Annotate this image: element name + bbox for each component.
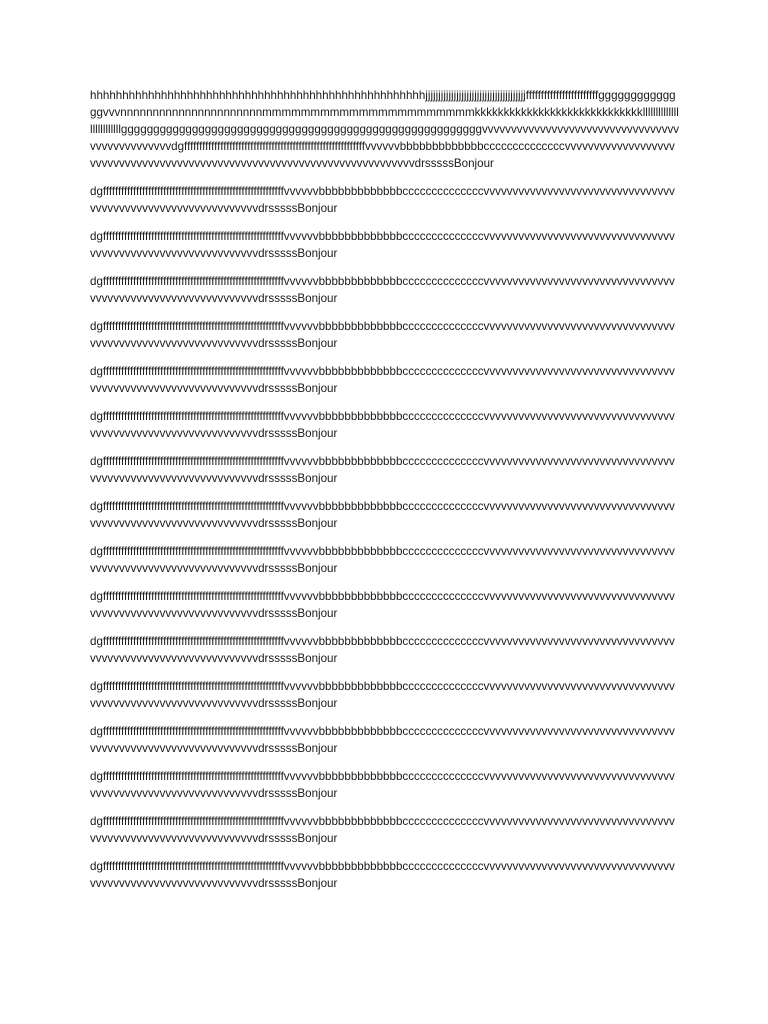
paragraph-13: dgffffffffffffffffffffffffffffffffffffffffffffffffffffffffffffvvvvvvbbbbbbbbbbbbbccccccccccccccvvvvvvvvvvvvvvvvvvvvvvvvvvvvvvvvvvvvvvvvvvvvvvvvvvvvvvvvvvvvvvdrsssssBonjour bbox=[90, 680, 675, 710]
paragraph-12: dgffffffffffffffffffffffffffffffffffffffffffffffffffffffffffffvvvvvvbbbbbbbbbbbbbccccccccccccccvvvvvvvvvvvvvvvvvvvvvvvvvvvvvvvvvvvvvvvvvvvvvvvvvvvvvvvvvvvvvvdrsssssBonjour bbox=[90, 635, 675, 665]
paragraph-16: dgffffffffffffffffffffffffffffffffffffffffffffffffffffffffffffvvvvvvbbbbbbbbbbbbbccccccccccccccvvvvvvvvvvvvvvvvvvvvvvvvvvvvvvvvvvvvvvvvvvvvvvvvvvvvvvvvvvvvvvdrsssssBonjour bbox=[90, 815, 675, 845]
paragraph-1: hhhhhhhhhhhhhhhhhhhhhhhhhhhhhhhhhhhhhhhhhhhhhhhhhhhhjjjjjjjjjjjjjjjjjjjjjjjjjjjjjjjjjjjjjjjffffffffffffffffffffffffggggggggggggggvvvnnnnnnnnnnnnnnnnnnnnnnmmmmmmmmmmmmmmmmmmmmmmkkkkkkkkkkkkkkkkkkkkkkkkkkkkkllllllllllllllllllllllllllggggggggggggggggggggggggggggggggggggggggggggggggggggggggvvvvvvvvvvvvvvvvvvvvvvvvvvvvvvvvvvvvvvvvvvvvvvvvdgffffffffffffffffffffffffffffffffffffffffffffffffffffffffffffvvvvvvbbbbbbbbbbbbbccccccccccccccvvvvvvvvvvvvvvvvvvvvvvvvvvvvvvvvvvvvvvvvvvvvvvvvvvvvvvvvvvvvvvvvvvvvvvvvvvvdrsssssBonjour bbox=[90, 89, 680, 170]
paragraph-17: dgffffffffffffffffffffffffffffffffffffffffffffffffffffffffffffvvvvvvbbbbbbbbbbbbbccccccccccccccvvvvvvvvvvvvvvvvvvvvvvvvvvvvvvvvvvvvvvvvvvvvvvvvvvvvvvvvvvvvvvdrsssssBonjour bbox=[90, 860, 675, 890]
paragraph-14: dgffffffffffffffffffffffffffffffffffffffffffffffffffffffffffffvvvvvvbbbbbbbbbbbbbccccccccccccccvvvvvvvvvvvvvvvvvvvvvvvvvvvvvvvvvvvvvvvvvvvvvvvvvvvvvvvvvvvvvvdrsssssBonjour bbox=[90, 725, 675, 755]
paragraph-7: dgffffffffffffffffffffffffffffffffffffffffffffffffffffffffffffvvvvvvbbbbbbbbbbbbbccccccccccccccvvvvvvvvvvvvvvvvvvvvvvvvvvvvvvvvvvvvvvvvvvvvvvvvvvvvvvvvvvvvvvdrsssssBonjour bbox=[90, 410, 675, 440]
paragraph-8: dgffffffffffffffffffffffffffffffffffffffffffffffffffffffffffffvvvvvvbbbbbbbbbbbbbccccccccccccccvvvvvvvvvvvvvvvvvvvvvvvvvvvvvvvvvvvvvvvvvvvvvvvvvvvvvvvvvvvvvvdrsssssBonjour bbox=[90, 455, 675, 485]
document-page bbox=[90, 87, 680, 903]
paragraph-10: dgffffffffffffffffffffffffffffffffffffffffffffffffffffffffffffvvvvvvbbbbbbbbbbbbbccccccccccccccvvvvvvvvvvvvvvvvvvvvvvvvvvvvvvvvvvvvvvvvvvvvvvvvvvvvvvvvvvvvvvdrsssssBonjour bbox=[90, 545, 675, 575]
paragraph-6: dgffffffffffffffffffffffffffffffffffffffffffffffffffffffffffffvvvvvvbbbbbbbbbbbbbccccccccccccccvvvvvvvvvvvvvvvvvvvvvvvvvvvvvvvvvvvvvvvvvvvvvvvvvvvvvvvvvvvvvvdrsssssBonjour bbox=[90, 365, 675, 395]
paragraph-2: dgffffffffffffffffffffffffffffffffffffffffffffffffffffffffffffvvvvvvbbbbbbbbbbbbbccccccccccccccvvvvvvvvvvvvvvvvvvvvvvvvvvvvvvvvvvvvvvvvvvvvvvvvvvvvvvvvvvvvvvdrsssssBonjour bbox=[90, 185, 675, 215]
paragraph-3: dgffffffffffffffffffffffffffffffffffffffffffffffffffffffffffffvvvvvvbbbbbbbbbbbbbccccccccccccccvvvvvvvvvvvvvvvvvvvvvvvvvvvvvvvvvvvvvvvvvvvvvvvvvvvvvvvvvvvvvvdrsssssBonjour bbox=[90, 230, 675, 260]
paragraph-5: dgffffffffffffffffffffffffffffffffffffffffffffffffffffffffffffvvvvvvbbbbbbbbbbbbbccccccccccccccvvvvvvvvvvvvvvvvvvvvvvvvvvvvvvvvvvvvvvvvvvvvvvvvvvvvvvvvvvvvvvdrsssssBonjour bbox=[90, 320, 675, 350]
paragraph-15: dgffffffffffffffffffffffffffffffffffffffffffffffffffffffffffffvvvvvvbbbbbbbbbbbbbccccccccccccccvvvvvvvvvvvvvvvvvvvvvvvvvvvvvvvvvvvvvvvvvvvvvvvvvvvvvvvvvvvvvvdrsssssBonjour bbox=[90, 770, 675, 800]
paragraph-11: dgffffffffffffffffffffffffffffffffffffffffffffffffffffffffffffvvvvvvbbbbbbbbbbbbbccccccccccccccvvvvvvvvvvvvvvvvvvvvvvvvvvvvvvvvvvvvvvvvvvvvvvvvvvvvvvvvvvvvvvdrsssssBonjour bbox=[90, 590, 675, 620]
paragraph-4: dgffffffffffffffffffffffffffffffffffffffffffffffffffffffffffffvvvvvvbbbbbbbbbbbbbccccccccccccccvvvvvvvvvvvvvvvvvvvvvvvvvvvvvvvvvvvvvvvvvvvvvvvvvvvvvvvvvvvvvvdrsssssBonjour bbox=[90, 275, 675, 305]
paragraph-9: dgffffffffffffffffffffffffffffffffffffffffffffffffffffffffffffvvvvvvbbbbbbbbbbbbbccccccccccccccvvvvvvvvvvvvvvvvvvvvvvvvvvvvvvvvvvvvvvvvvvvvvvvvvvvvvvvvvvvvvvdrsssssBonjour bbox=[90, 500, 675, 530]
